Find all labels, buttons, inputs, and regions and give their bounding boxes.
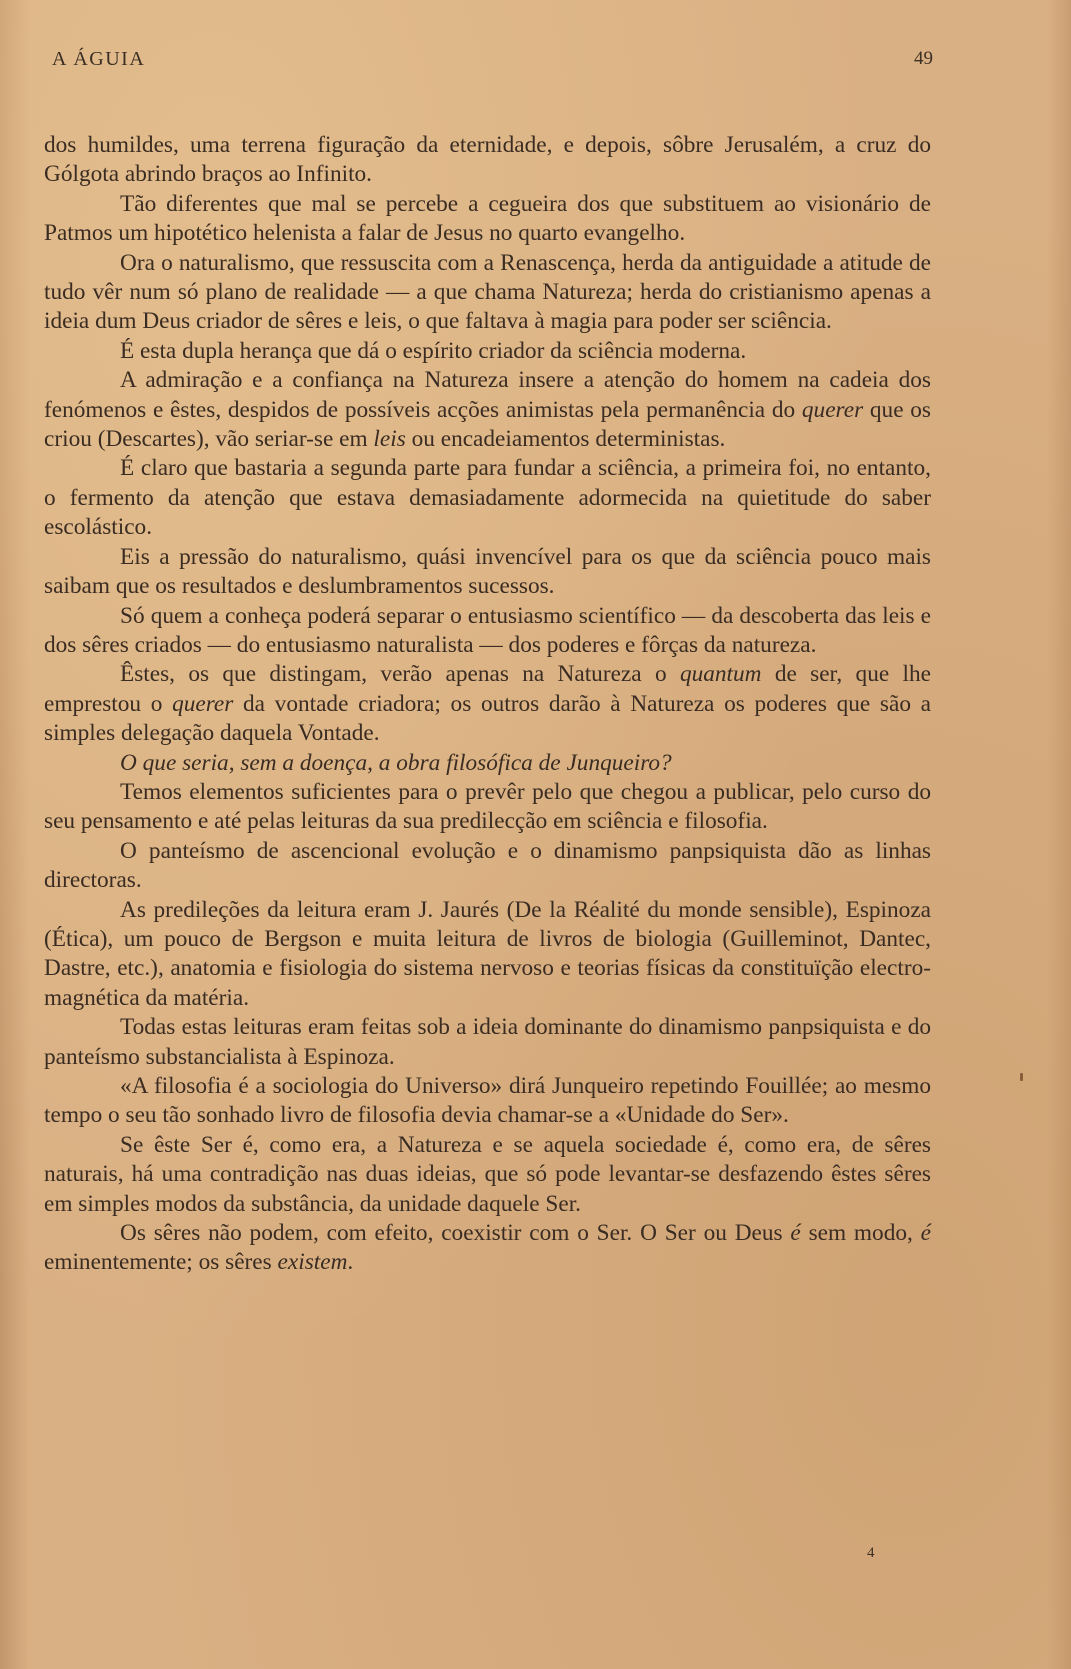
text-run: da vontade criadora; os outros darão à Natureza os poderes que são a simples delegação daquela Vontade.: [44, 690, 931, 747]
paragraph: As predileções da leitura eram J. Jaurés (De la Réalité du monde sensible), Espinoza (Ética), um pouco de Bergson e muita leitura de livros de biologia (Guilleminot, Dantec, Dastre, etc.), anatomia e fisiologia do sistema nervoso e teorias físicas da constituïção electro-magnética da matéria.: [44, 896, 931, 1011]
signature-mark: 4: [867, 1545, 875, 1561]
paragraph: [44, 1219, 931, 1278]
paragraph: É claro que bastaria a segunda parte para fundar a sciência, a primeira foi, no entanto, o fermento da atenção que estava demasiadamente adormecida na quietitude do saber escolástico.: [44, 455, 931, 541]
emphasis: leis: [373, 426, 406, 453]
paragraph: Se êste Ser é, como era, a Natureza e se aquela sociedade é, como era, de sêres naturais, há uma contradição nas duas ideias, que só pode levantar-se desfazendo êstes sêres em simples modos da substância, da unidade daquele Ser.: [44, 1131, 931, 1217]
paragraph: dos humildes, uma terrena figuração da eternidade, e depois, sôbre Jerusalém, a cruz do Gólgota abrindo braços ao Infinito.: [44, 132, 931, 188]
emphasis: querer: [172, 690, 234, 717]
paragraph: «A filosofia é a sociologia do Universo» dirá Junqueiro repetindo Fouillée; ao mesmo tempo o seu tão sonhado livro de filosofia devia chamar-se a «Unidade do Ser».: [44, 1073, 931, 1129]
text-run: sem modo,: [800, 1220, 921, 1247]
emphasis: querer: [801, 396, 864, 423]
paragraph: Só quem a conheça poderá separar o entusiasmo scientífico — da descoberta das leis e dos sêres criados — do entusiasmo naturalista — dos poderes e fôrças da natureza.: [44, 602, 931, 658]
running-head: A ÁGUIA: [52, 48, 146, 70]
paragraph: O panteísmo de ascencional evolução e o dinamismo panpsiquista dão as linhas directoras.: [44, 837, 931, 894]
paragraph: Eis a pressão do naturalismo, quási invencível para os que da sciência pouco mais saibam que os resultados e deslumbramentos sucessos.: [44, 543, 931, 600]
text-run: .: [347, 1249, 354, 1276]
paragraph: [44, 366, 931, 454]
paragraph: Ora o naturalismo, que ressuscita com a Renascença, herda da antiguidade a atitude de tudo vêr num só plano de realidade — a que chama Natureza; herda do cristianismo apenas a ideia dum Deus criador de sêres e leis, o que faltava à magia para poder ser sciência.: [44, 249, 931, 335]
text-run: eminentemente; os sêres: [44, 1249, 278, 1276]
page-number: 49: [914, 48, 933, 69]
paper-speck: [1020, 1073, 1023, 1081]
text-run: Os sêres não podem, com efeito, coexistir com o Ser. O Ser ou Deus: [120, 1220, 791, 1247]
emphasis: é: [920, 1220, 931, 1247]
text-run: que os criou (Descartes), vão seriar-se em: [44, 396, 931, 453]
text-run: de ser, que lhe emprestou o: [44, 661, 931, 717]
paragraph: É esta dupla herança que dá o espírito criador da sciência moderna.: [120, 337, 747, 364]
body-text: [44, 131, 931, 1278]
emphasis: é: [790, 1220, 801, 1247]
text-run: Êstes, os que distingam, verão apenas na Natureza o: [120, 661, 680, 688]
paragraph: [44, 660, 931, 748]
emphasis: existem: [277, 1249, 348, 1276]
italic-question: O que seria, sem a doença, a obra filosófica de Junqueiro?: [120, 749, 672, 776]
paragraph: Temos elementos suficientes para o prevêr pelo que chegou a publicar, pelo curso do seu pensamento e até pelas leituras da sua predilecção em sciência e filosofia.: [44, 778, 931, 835]
paragraph: Todas estas leituras eram feitas sob a ideia dominante do dinamismo panpsiquista e do panteísmo substancialista à Espinoza.: [44, 1014, 931, 1070]
emphasis: quantum: [679, 661, 762, 688]
text-run: A admiração e a confiança na Natureza insere a atenção do homem na cadeia dos fenómenos e êstes, despidos de possíveis acções animistas pela permanência do: [44, 367, 931, 423]
text-run: ou encadeiamentos deterministas.: [405, 426, 726, 453]
paragraph: Tão diferentes que mal se percebe a cegueira dos que substituem ao visionário de Patmos um hipotético helenista a falar de Jesus no quarto evangelho.: [44, 190, 931, 247]
